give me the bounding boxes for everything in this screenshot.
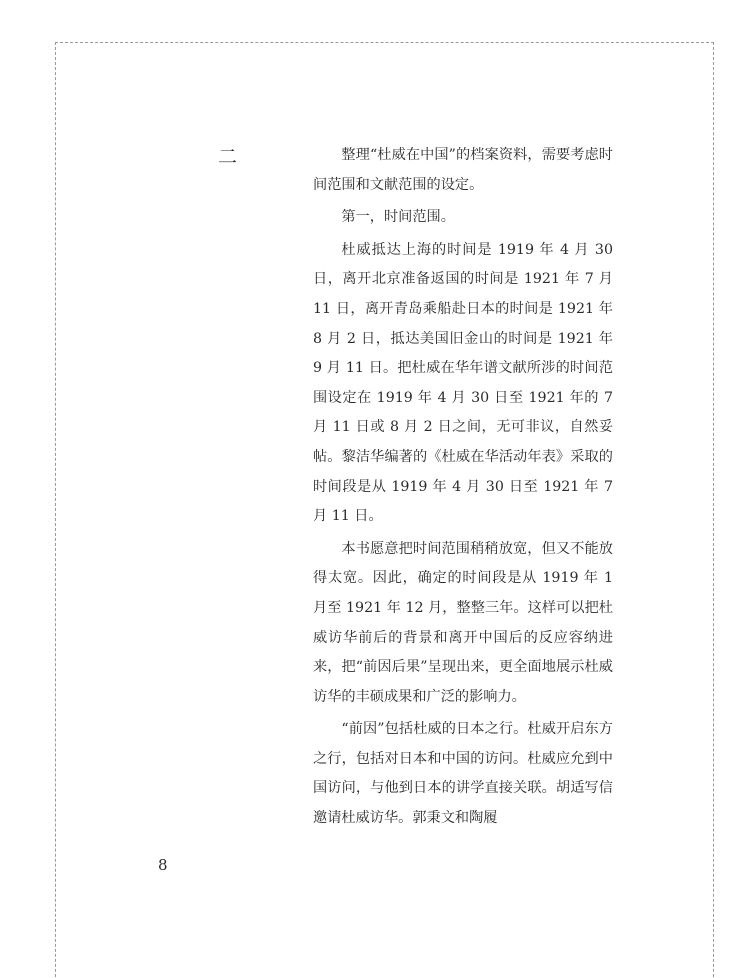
paragraph-range-expanded: 本书愿意把时间范围稍稍放宽，但又不能放得太宽。因此，确定的时间段是从 1919 年 1 月至 1921 年 12 月，整整三年。这样可以把杜威访华前后的背景和离开中国后的反应容纳进来，把“前因后果”呈现出来，更全面地展示杜威访华的丰硕成果和广泛的影响力。 [313,540,613,705]
paragraph-dewey-dates: 杜威抵达上海的时间是 1919 年 4 月 30 日，离开北京准备返国的时间是 1921 年 7 月 11 日，离开青岛乘船赴日本的时间是 1921 年 8 月 2 日，抵达美国旧金山的时间是 1921 年 9 月 11 日。把杜威在华年谱文献所涉的时间范围设定在 1919 年 4 月 30 日至 1921 年的 7 月 11 日或 8 月 2 日之间，无可非议，自然妥帖。黎洁华编著的《杜威在华活动年表》采取的时间段是从 1919 年 4 月 30 日至 1921 年 7 月 11 日。 [313,241,613,525]
paragraph-heading-time-range: 第一，时间范围。 [341,209,455,226]
section-number: 二 [218,146,240,168]
paragraph-cause: “前因”包括杜威的日本之行。杜威开启东方之行，包括对日本和中国的访问。杜威应允到中国访问，与他到日本的讲学直接关联。胡适写信邀请杜威访华。郭秉文和陶履 [313,721,613,827]
body-text [313,141,613,834]
paragraph-intro: 整理“杜威在中国”的档案资料，需要考虑时间范围和文献范围的设定。 [313,147,613,193]
page-number: 8 [158,856,168,874]
